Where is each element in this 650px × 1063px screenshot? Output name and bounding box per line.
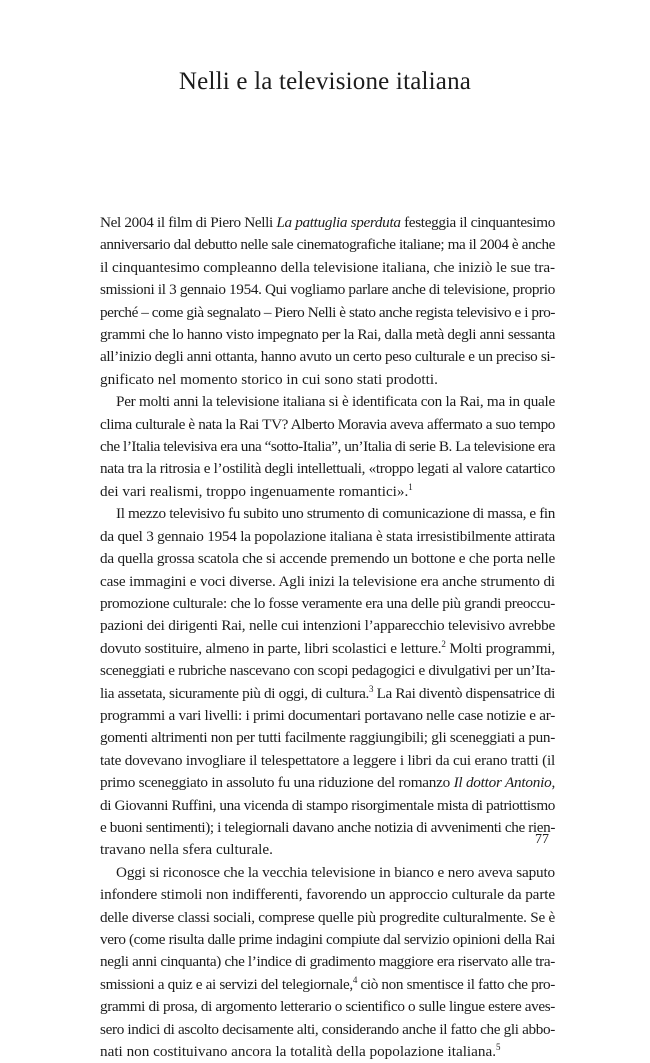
text-line: [100, 638, 555, 660]
text-run: gomenti altrimenti non per tutti facilmente raggiungibili; gli sceneggiati a pun-: [100, 729, 555, 747]
paragraph: [100, 212, 555, 391]
text-line: [100, 593, 555, 615]
text-run: di Giovanni Ruffini, una vicenda di stampo risorgimentale mista di patriottismo: [100, 796, 555, 814]
footnote-ref: 3: [368, 683, 374, 694]
text-line: [100, 234, 555, 256]
text-line: [100, 951, 555, 973]
paragraph: [100, 862, 555, 1063]
text-line: [100, 503, 555, 525]
text-run: promozione culturale: che lo fosse veramente era una delle più grandi preoccu-: [100, 594, 555, 612]
text-line: [100, 1019, 555, 1041]
text-line: [100, 436, 555, 458]
footnote-ref: 4: [352, 974, 357, 985]
paragraph: [100, 503, 555, 862]
text-line: [100, 615, 555, 637]
text-line: [100, 727, 555, 749]
text-line: [100, 346, 555, 368]
text-run: grammi di prosa, di argomento letterario o scientifico o sulle lingue estere aves-: [100, 998, 555, 1016]
page-number: 77: [535, 832, 549, 847]
text-run: gnificato nel momento storico in cui sono stati prodotti.: [100, 370, 438, 388]
text-line: [100, 571, 555, 593]
text-line: [100, 817, 555, 839]
text-run: dovuto sostituire, almeno in parte, libri scolastici e letture.: [100, 639, 442, 657]
text-run: travano nella sfera culturale.: [100, 841, 273, 859]
text-run: primo sceneggiato in assoluto fu una riduzione del romanzo: [100, 774, 454, 792]
italic-title: La pattuglia sperduta: [276, 214, 401, 231]
text-run: ,: [551, 774, 556, 792]
text-run: all’inizio degli anni ottanta, hanno avuto un certo peso culturale e un preciso si-: [100, 348, 555, 366]
text-line: [100, 772, 555, 794]
text-run: La Rai diventò dispensatrice di: [373, 684, 556, 702]
text-run: programmi a vari livelli: i primi documentari portavano nelle case notizie e ar-: [100, 706, 555, 724]
text-run: Per molti anni la televisione italiana si è identificata con la Rai, ma in quale: [116, 393, 555, 411]
text-run: perché – come già segnalato – Piero Nelli è stato anche regista televisivo e i pro-: [100, 303, 555, 321]
text-line: [100, 705, 555, 727]
text-run: da quella grossa scatola che si accende premendo un bottone e che porta nelle: [100, 550, 555, 568]
text-run: e buoni sentimenti); i telegiornali davano anche notizia di avvenimenti che rien-: [100, 818, 555, 836]
text-line: [100, 212, 555, 234]
text-line: [100, 391, 555, 413]
italic-title: Il dottor Antonio: [453, 774, 552, 792]
text-line: [100, 683, 555, 705]
text-run: festeggia il cinquantesimo: [400, 214, 555, 231]
text-run: sero indici di ascolto decisamente alti, considerando anche il fatto che gli abbo-: [100, 1020, 555, 1038]
text-run: dei vari realismi, troppo ingenuamente romantici».: [100, 482, 409, 500]
text-line: [100, 996, 555, 1018]
text-run: clima culturale è nata la Rai TV? Alberto Moravia aveva affermato a suo tempo: [100, 415, 555, 433]
text-line: [100, 414, 555, 436]
text-run: lia assetata, sicuramente più di oggi, di cultura.: [100, 684, 369, 702]
text-line: [100, 839, 555, 861]
text-run: Molti programmi,: [445, 639, 556, 657]
text-run: delle diverse classi sociali, comprese quelle più progredite culturalmente. Se è: [100, 908, 555, 926]
text-run: smissioni il 3 gennaio 1954. Qui vogliamo parlare anche di televisione, proprio: [100, 281, 555, 299]
text-line: [100, 458, 555, 480]
text-line: [100, 279, 555, 301]
text-line: [100, 795, 555, 817]
text-run: pazioni dei dirigenti Rai, nelle cui intenzioni l’apparecchio televisivo avrebbe: [100, 617, 555, 635]
body-text: [100, 212, 555, 1063]
text-run: negli anni cinquanta) che l’indice di gradimento maggiore era riservato alle tra-: [100, 953, 555, 971]
text-run: Nel 2004 il film di Piero Nelli: [100, 214, 277, 231]
text-line: [100, 750, 555, 772]
text-run: sceneggiati e rubriche nascevano con scopi pedagogici e divulgativi per un’Ita-: [100, 662, 556, 680]
text-run: Il mezzo televisivo fu subito uno strumento di comunicazione di massa, e fin: [116, 505, 555, 523]
text-line: [100, 1041, 555, 1063]
footnote-ref: 5: [496, 1042, 501, 1053]
text-run: nati non costituivano ancora la totalità della popolazione italiana.: [100, 1043, 497, 1061]
text-run: tate dovevano invogliare il telespettatore a leggere i libri da cui erano tratti (il: [100, 751, 555, 769]
text-run: Oggi si riconosce che la vecchia televisione in bianco e nero aveva saputo: [116, 863, 555, 881]
text-run: anniversario dal debutto nelle sale cinematografiche italiane; ma il 2004 è anche: [100, 236, 555, 254]
text-line: [100, 862, 555, 884]
text-run: nata tra la ritrosia e l’ostilità degli intellettuali, «troppo legati al valore catartico: [100, 460, 555, 478]
text-line: [100, 974, 555, 996]
text-line: [100, 302, 555, 324]
text-line: [100, 369, 555, 391]
text-run: ciò non smentisce il fatto che pro-: [357, 975, 556, 993]
text-line: [100, 884, 555, 906]
text-line: [100, 526, 555, 548]
footnote-ref: 1: [408, 481, 413, 492]
text-run: da quel 3 gennaio 1954 la popolazione italiana è stata irresistibilmente attirata: [100, 527, 555, 545]
text-run: infondere stimoli non indifferenti, favorendo un approccio culturale da parte: [100, 886, 555, 904]
text-line: [100, 660, 555, 682]
text-line: [100, 324, 555, 346]
text-run: grammi che lo hanno visto impegnato per la Rai, dalla metà degli anni sessanta: [100, 326, 555, 344]
text-line: [100, 548, 555, 570]
text-run: vero (come risulta dalle prime indagini compiute dal servizio opinioni della Rai: [100, 931, 555, 948]
footnote-ref: 2: [441, 638, 446, 649]
text-run: case immagini e voci diverse. Agli inizi la televisione era anche strumento di: [100, 572, 555, 590]
text-line: [100, 929, 555, 951]
text-run: smissioni a quiz e ai servizi del telegiornale,: [100, 975, 353, 993]
page-title: Nelli e la televisione italiana: [178, 68, 472, 95]
text-line: [100, 257, 555, 279]
text-run: che l’Italia televisiva era una “sotto-Italia”, un’Italia di serie B. La televisione era: [100, 438, 555, 456]
paragraph: [100, 391, 555, 503]
text-run: il cinquantesimo compleanno della televisione italiana, che iniziò le sue tra-: [100, 258, 555, 276]
text-line: [100, 481, 555, 503]
